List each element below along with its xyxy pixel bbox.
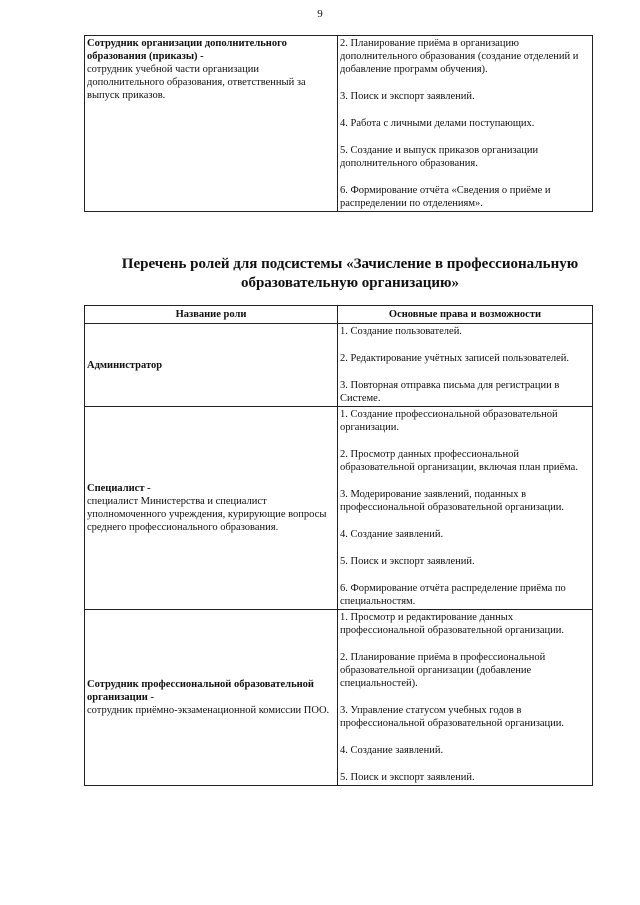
rights-cell [338,610,593,786]
column-header-role: Название роли [85,306,338,324]
right-item: 3. Поиск и экспорт заявлений. [340,91,475,102]
right-item: 5. Создание и выпуск приказов организации дополнительного образования. [340,145,539,169]
right-item: 2. Планирование приёма в профессиональной образовательной организации (добавление специальностей). [340,652,546,689]
right-item: 4. Работа с личными делами поступающих. [340,118,535,129]
right-item: 4. Создание заявлений. [340,529,444,540]
rights-cell [338,324,593,407]
role-name: Специалист - [87,483,151,494]
rights-cell [338,36,593,212]
role-name: Сотрудник профессиональной образовательной организации - [87,679,314,703]
table-header-row [85,306,593,324]
right-item: 2. Просмотр данных профессиональной образовательной организации, включая план приёма. [340,449,578,473]
table-row [85,324,593,407]
role-description: специалист Министерства и специалист уполномоченного учреждения, курирующие вопросы среднего профессионального образования. [87,496,327,533]
right-item: 1. Создание профессиональной образовательной организации. [340,409,558,433]
role-name: Администратор [87,359,163,371]
right-item: 1. Просмотр и редактирование данных профессиональной образовательной организации. [340,612,564,636]
role-cell [85,610,338,786]
right-item: 4. Создание заявлений. [340,745,444,756]
right-item: 5. Поиск и экспорт заявлений. [340,556,475,567]
rights-cell [338,407,593,610]
table-row [85,36,593,212]
role-cell [85,407,338,610]
right-item: 2. Редактирование учётных записей пользователей. [340,353,570,364]
role-description: сотрудник приёмно-экзаменационной комиссии ПОО. [87,705,330,716]
page-number: 9 [317,8,323,20]
right-item: 3. Повторная отправка письма для регистрации в Системе. [340,380,560,404]
role-description: сотрудник учебной части организации дополнительного образования, ответственный за выпуск приказов. [87,64,306,101]
table-row [85,407,593,610]
role-cell [85,36,338,212]
right-item: 6. Формирование отчёта «Сведения о приёме и распределении по отделениям». [340,185,551,209]
column-header-rights: Основные права и возможности [338,306,593,324]
right-item: 6. Формирование отчёта распределение приёма по специальностям. [340,583,566,607]
table-row [85,610,593,786]
right-item: 3. Модерирование заявлений, поданных в профессиональной образовательной организации. [340,489,564,513]
right-item: 5. Поиск и экспорт заявлений. [340,772,475,783]
right-item: 1. Создание пользователей. [340,326,462,337]
section-title: Перечень ролей для подсистемы «Зачисление в профессиональную образовательную организацию» [121,256,579,291]
roles-table [84,305,593,786]
roles-table-continued [84,35,593,212]
role-name: Сотрудник организации дополнительного образования (приказы) - [87,38,287,62]
right-item: 3. Управление статусом учебных годов в профессиональной образовательной организации. [340,705,564,729]
right-item: 2. Планирование приёма в организацию дополнительного образования (создание отделений и добавление программ обучения). [340,38,579,75]
role-cell [85,324,338,407]
